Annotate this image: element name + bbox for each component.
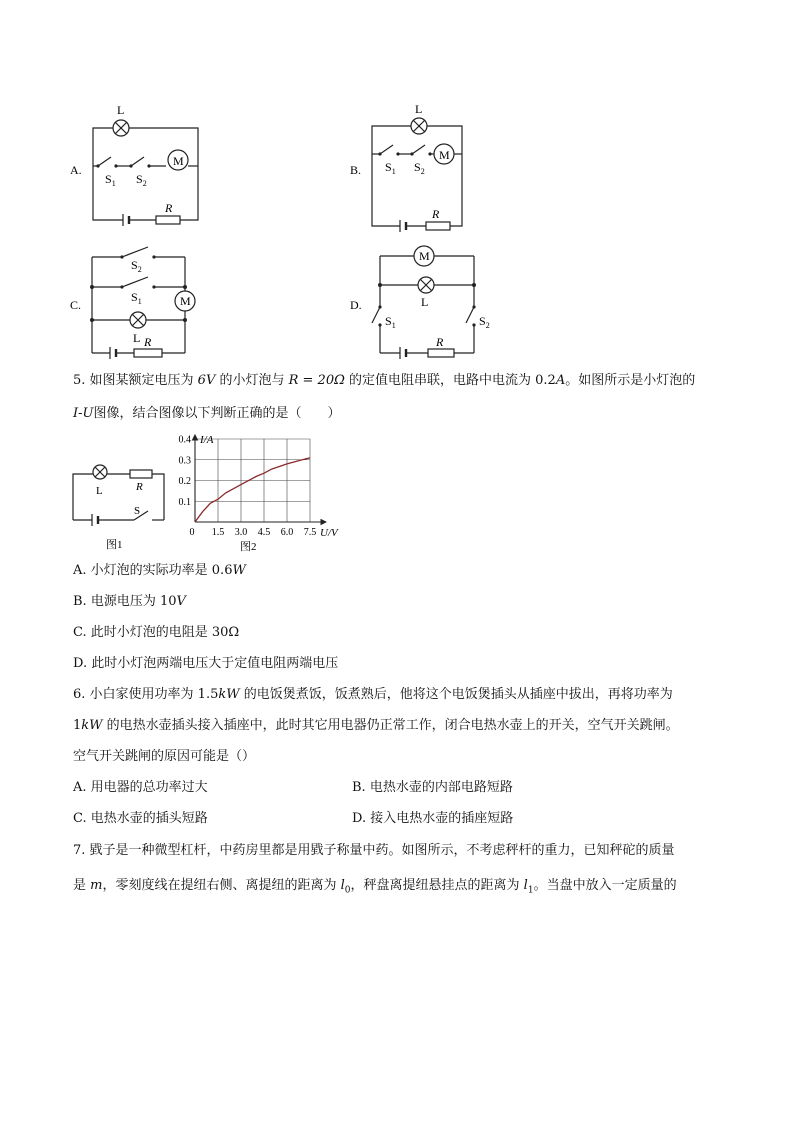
q6-option-c[interactable]: C. 电热水壶的插头短路 bbox=[73, 811, 208, 826]
q5-option-a[interactable]: A. 小灯泡的实际功率是 0.6W bbox=[73, 563, 246, 578]
lamp-label: L bbox=[421, 295, 429, 309]
x-tick-label: 0 bbox=[189, 527, 195, 538]
x-tick-label: 4.5 bbox=[257, 527, 271, 538]
lamp-label: L bbox=[96, 485, 103, 497]
y-tick-label: 0.2 bbox=[178, 476, 191, 487]
q5-stem-line2: I-U图像，结合图像以下判断正确的是（ ） bbox=[73, 406, 341, 421]
x-tick-label: 7.5 bbox=[303, 527, 317, 538]
q6-option-d[interactable]: D. 接入电热水壶的插座短路 bbox=[352, 811, 514, 826]
q6-stem-line2: 1kW 的电热水壶插头接入插座中，此时其它用电器仍正常工作，闭合电热水壶上的开关，空气开关跳闸。 bbox=[73, 718, 679, 733]
option-letter: A. bbox=[70, 163, 82, 177]
option-letter: C. bbox=[70, 298, 82, 312]
lamp-label: L bbox=[415, 102, 423, 116]
figure1-caption: 图1 bbox=[106, 539, 123, 551]
series-line-iu-curve bbox=[195, 458, 310, 522]
switch-s2-label: $S_2$ bbox=[414, 160, 425, 176]
switch-s1-label: $S_1$ bbox=[131, 290, 142, 306]
resistor-label: R bbox=[165, 201, 173, 215]
motor-label: M bbox=[439, 148, 450, 162]
circuit-diagram-b bbox=[348, 100, 478, 235]
q5-figure2-iu-chart bbox=[170, 430, 350, 555]
q5-figure1-circuit bbox=[68, 458, 173, 553]
y-axis-label: I/A bbox=[200, 434, 214, 446]
x-tick-label: 1.5 bbox=[211, 527, 225, 538]
resistor-label: R bbox=[432, 207, 440, 221]
x-tick-label: 6.0 bbox=[280, 527, 294, 538]
switch-s1-label: $S_1$ bbox=[385, 160, 396, 176]
q5-option-d[interactable]: D. 此时小灯泡两端电压大于定值电阻两端电压 bbox=[73, 656, 339, 671]
switch-s1-label: $S_1$ bbox=[385, 314, 396, 330]
lamp-label: L bbox=[133, 331, 141, 345]
q7-stem-line2: 是 m，零刻度线在提纽右侧、离提纽的距离为 $l_0$，秤盘离提纽悬挂点的距离为 $l_1$。当盘中放入一定质量的 bbox=[73, 878, 677, 896]
q6-option-b[interactable]: B. 电热水壶的内部电路短路 bbox=[352, 780, 513, 795]
chart-gridlines bbox=[195, 439, 310, 522]
x-tick-label: 3.0 bbox=[234, 527, 248, 538]
motor-label: M bbox=[180, 294, 191, 308]
q5-option-c[interactable]: C. 此时小灯泡的电阻是 30Ω bbox=[73, 625, 240, 640]
motor-label: M bbox=[173, 154, 184, 168]
q5-option-b[interactable]: B. 电源电压为 10V bbox=[73, 594, 186, 609]
q6-option-a[interactable]: A. 用电器的总功率过大 bbox=[73, 780, 208, 795]
x-axis-label: U/V bbox=[320, 527, 338, 539]
resistor-label: R bbox=[136, 481, 143, 493]
figure2-caption: 图2 bbox=[240, 541, 257, 553]
q5-stem-line1: 5. 如图某额定电压为 6V 的小灯泡与 R = 20Ω 的定值电阻串联，电路中电流为 0.2A。如图所示是小灯泡的 bbox=[73, 373, 696, 388]
switch-s2-label: $S_2$ bbox=[131, 258, 142, 274]
option-letter: B. bbox=[350, 163, 362, 177]
q6-stem-line1: 6. 小白家使用功率为 1.5kW 的电饭煲煮饭，饭煮熟后，他将这个电饭煲插头从插座中拔出，再将功率为 bbox=[73, 687, 673, 702]
resistor-label: R bbox=[144, 335, 152, 349]
y-tick-label: 0.3 bbox=[178, 455, 191, 467]
q6-stem-line3: 空气开关跳闸的原因可能是（） bbox=[73, 749, 256, 764]
switch-s2-label: $S_2$ bbox=[136, 172, 147, 188]
circuit-diagram-c bbox=[68, 243, 208, 363]
motor-label: M bbox=[419, 249, 430, 263]
circuit-diagram-d bbox=[348, 243, 498, 363]
circuit-diagram-a bbox=[68, 102, 208, 227]
lamp-label: L bbox=[117, 103, 125, 117]
y-tick-label: 0.1 bbox=[178, 496, 191, 508]
option-letter: D. bbox=[350, 298, 362, 312]
switch-s2-label: $S_2$ bbox=[479, 314, 490, 330]
switch-s1-label: $S_1$ bbox=[105, 172, 116, 188]
resistor-label: R bbox=[436, 335, 444, 349]
switch-label: S bbox=[134, 505, 141, 517]
y-tick-label: 0.4 bbox=[178, 434, 191, 446]
q7-stem-line1: 7. 戥子是一种微型杠杆，中药房里都是用戥子称量中药。如图所示，不考虑秤杆的重力，已知秤砣的质量 bbox=[73, 843, 675, 858]
